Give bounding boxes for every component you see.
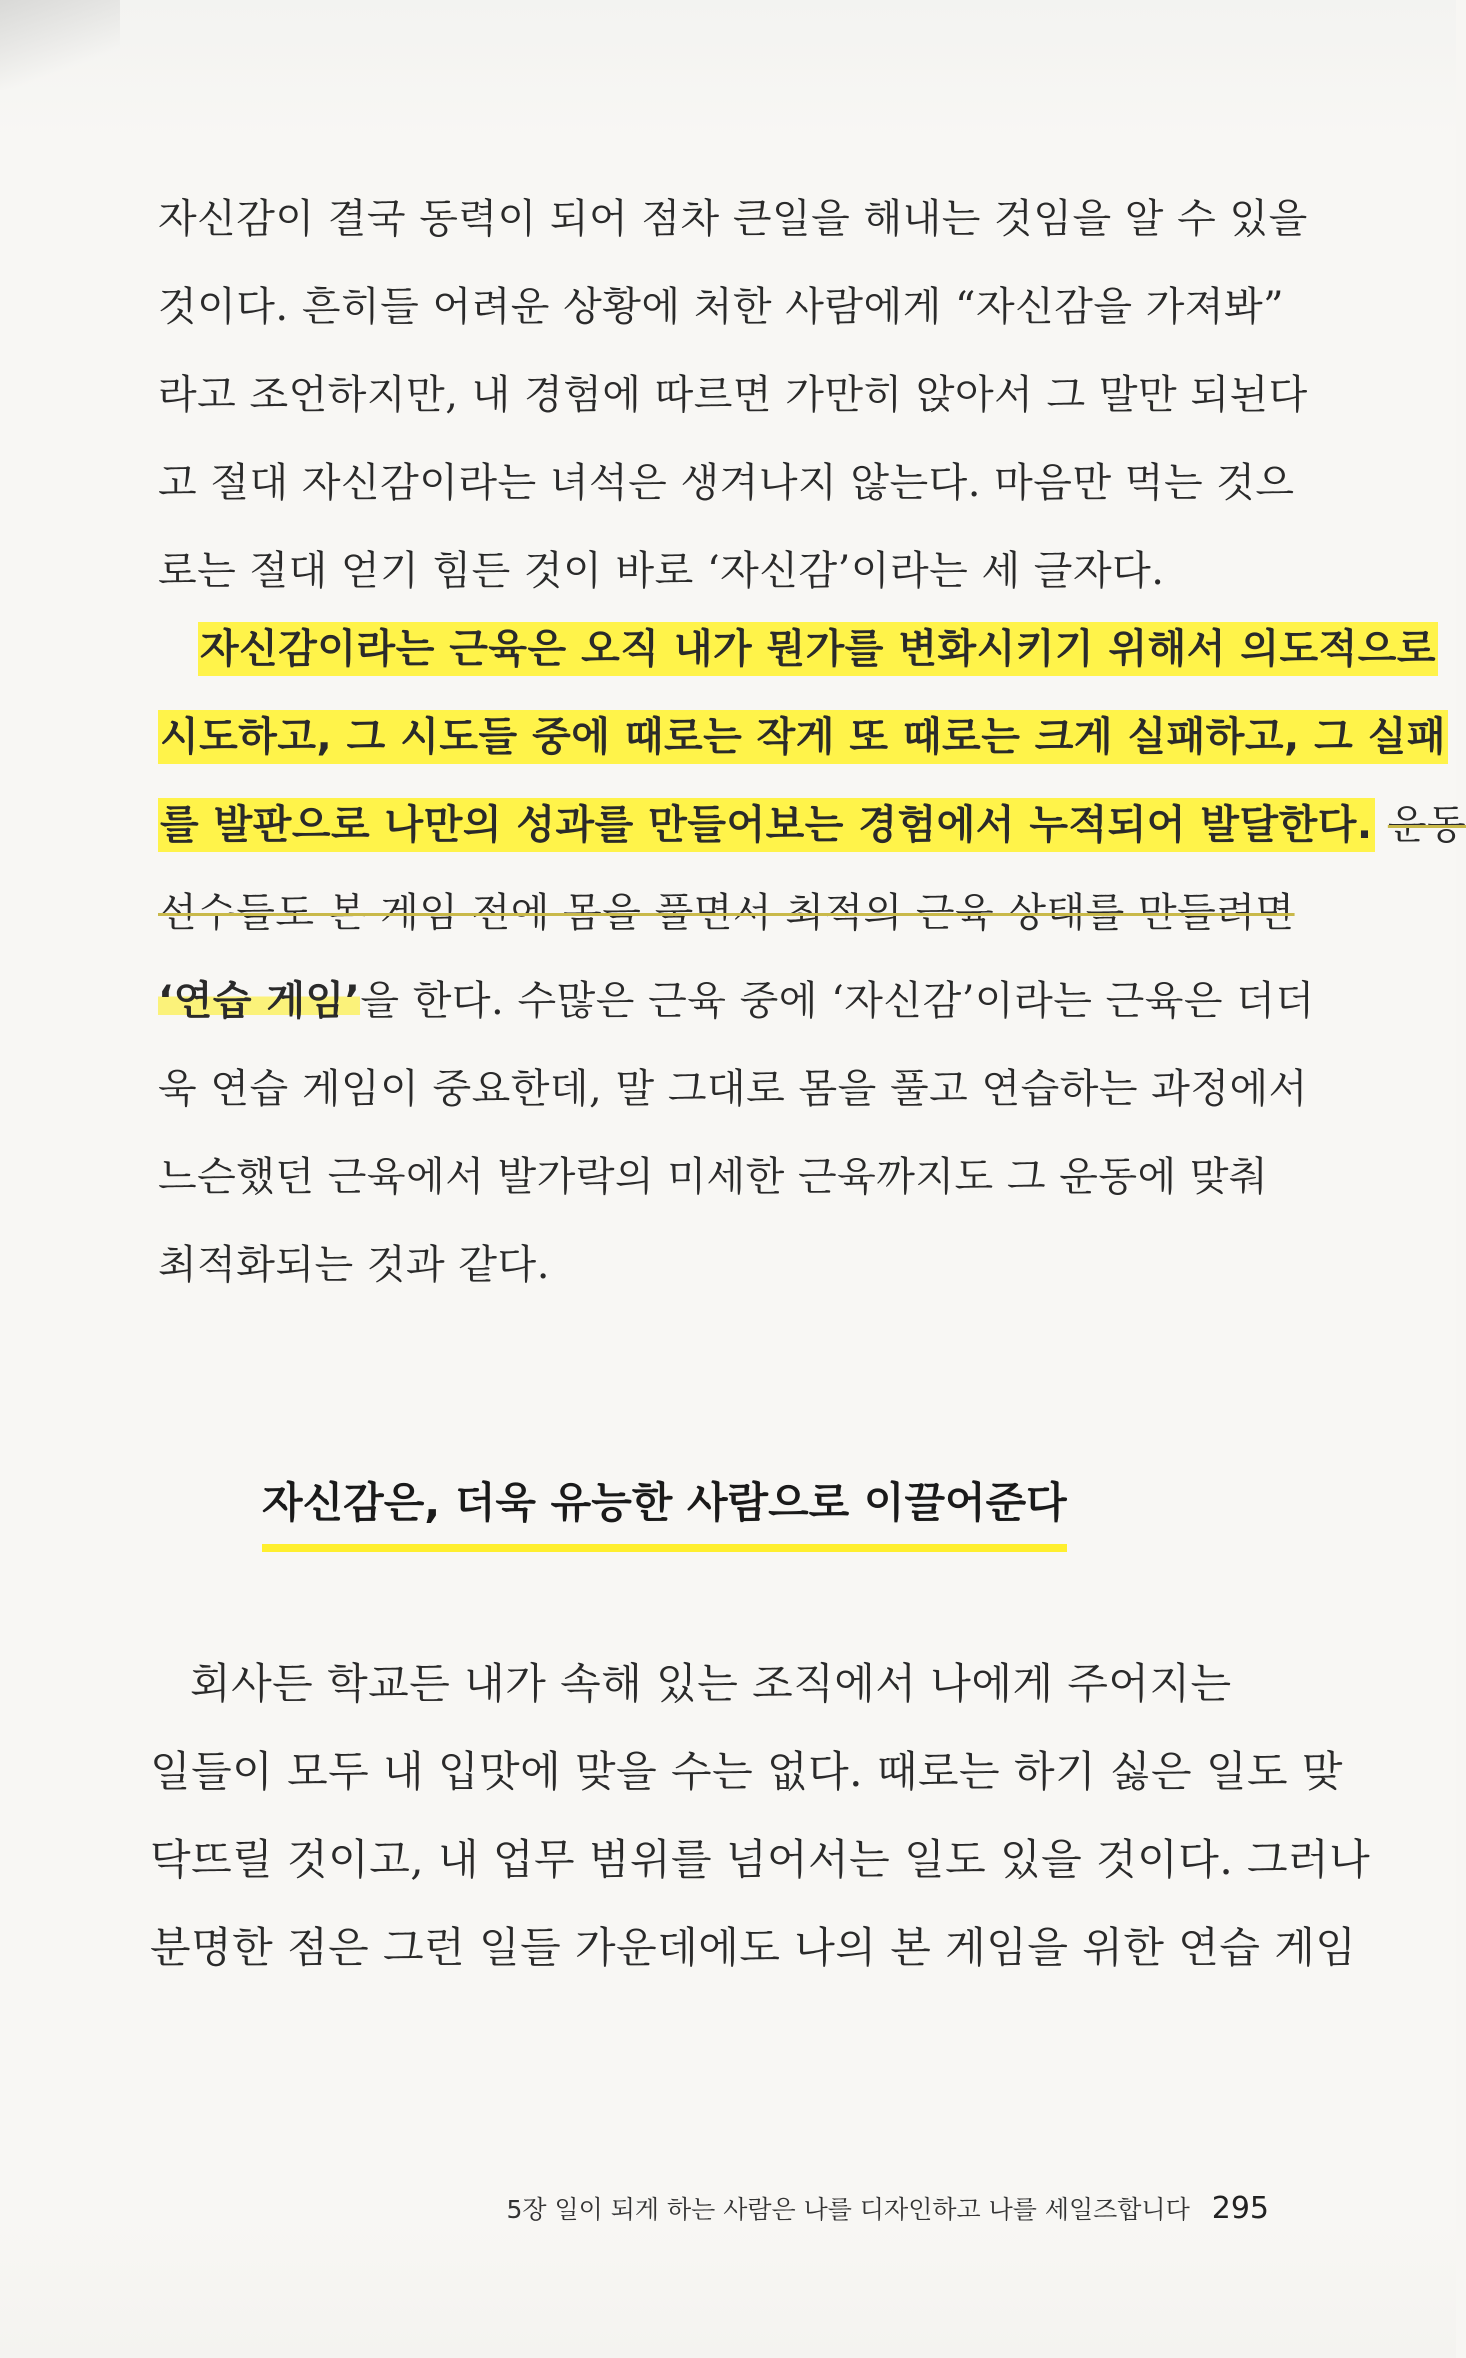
- page-corner-shadow: [0, 0, 120, 90]
- paragraph-1-line-1: 자신감이 결국 동력이 되어 점차 큰일을 해내는 것임을 알 수 있을: [158, 196, 1308, 242]
- section-heading: 자신감은, 더욱 유능한 사람으로 이끌어준다: [262, 1470, 1067, 1552]
- paragraph-2-line-4: 선수들도 본 게임 전에 몸을 풀면서 최적의 근육 상태를 만들려면: [158, 890, 1295, 936]
- paragraph-2-line-3: [158, 781, 1466, 869]
- paragraph-1-line-5: 로는 절대 얻기 힘든 것이 바로 ‘자신감’이라는 세 글자다.: [158, 548, 1165, 594]
- paragraph-2: [158, 605, 1466, 1309]
- paragraph-1-line-2: 것이다. 흔히들 어려운 상황에 처한 사람에게 “자신감을 가져봐”: [158, 284, 1285, 330]
- paragraph-2-line-7: 느슨했던 근육에서 발가락의 미세한 근육까지도 그 운동에 맞춰: [158, 1154, 1269, 1200]
- paragraph-2-line-8: 최적화되는 것과 같다.: [158, 1242, 550, 1288]
- struck-text-tail: 운동: [1387, 802, 1466, 848]
- quoted-practice-game: ‘연습 게임’: [158, 978, 361, 1024]
- paragraph-1-line-3: 라고 조언하지만, 내 경험에 따르면 가만히 앉아서 그 말만 되뇐다: [158, 372, 1308, 418]
- paragraph-2-line-5-rest: 을 한다. 수많은 근육 중에 ‘자신감’이라는 근육은 더더: [360, 978, 1315, 1024]
- section-line-2: 일들이 모두 내 입맛에 맞을 수는 없다. 때로는 하기 싫은 일도 맞: [150, 1747, 1344, 1796]
- highlighted-text-1: 자신감이라는 근육은 오직 내가 뭔가를 변화시키기 위해서 의도적으로: [198, 622, 1438, 676]
- highlighted-text-2: 시도하고, 그 시도들 중에 때로는 작게 또 때로는 크게 실패하고, 그 실패: [158, 710, 1448, 764]
- chapter-title: 5장 일이 되게 하는 사람은 나를 디자인하고 나를 세일즈합니다: [506, 2195, 1190, 2224]
- section-line-3: 닥뜨릴 것이고, 내 업무 범위를 넘어서는 일도 있을 것이다. 그러나: [150, 1835, 1371, 1884]
- paragraph-2-line-1: [158, 605, 1437, 693]
- page-footer: [506, 2190, 1269, 2226]
- paragraph-1: [158, 175, 1308, 615]
- section-line-1: 회사든 학교든 내가 속해 있는 조직에서 나에게 주어지는: [190, 1659, 1232, 1708]
- section-line-4: 분명한 점은 그런 일들 가운데에도 나의 본 게임을 위한 연습 게임: [150, 1923, 1357, 1972]
- paragraph-2-line-6: 욱 연습 게임이 중요한데, 말 그대로 몸을 풀고 연습하는 과정에서: [158, 1066, 1308, 1112]
- page-number: 295: [1211, 2191, 1269, 2226]
- highlighted-text-3: 를 발판으로 나만의 성과를 만들어보는 경험에서 누적되어 발달한다.: [158, 798, 1375, 852]
- paragraph-2-line-2: [158, 693, 1446, 781]
- paragraph-1-line-4: 고 절대 자신감이라는 녀석은 생겨나지 않는다. 마음만 먹는 것으: [158, 460, 1295, 506]
- paragraph-2-line-5: [158, 957, 1315, 1045]
- section-paragraph: [150, 1640, 1371, 1992]
